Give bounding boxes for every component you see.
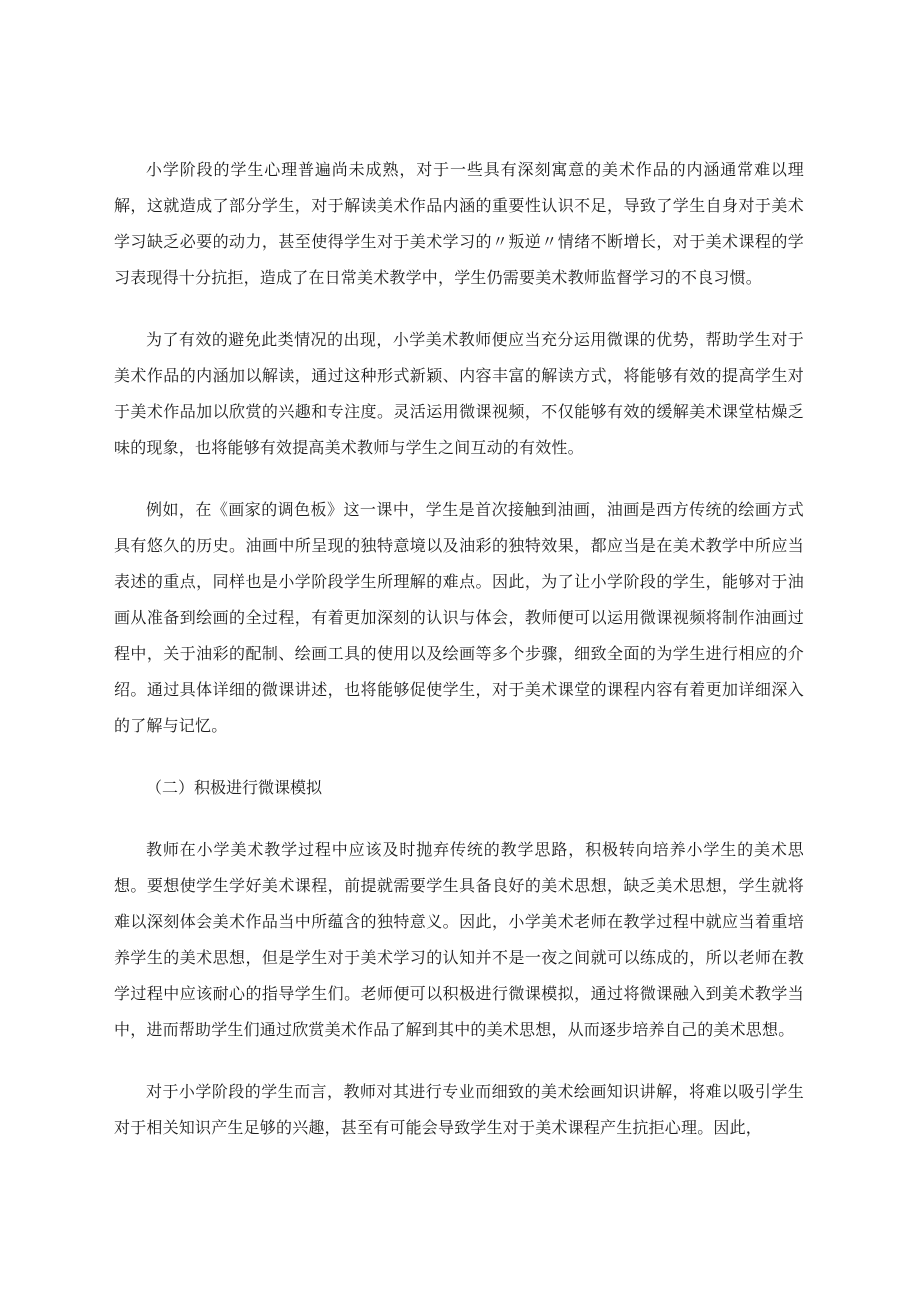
paragraph-2: 为了有效的避免此类情况的出现，小学美术教师便应当充分运用微课的优势，帮助学生对于美术作品的内涵加以解读，通过这种形式新颖、内容丰富的解读方式，将能够有效的提高学生对于美术作品加以欣赏的兴趣和专注度。灵活运用微课视频，不仅能够有效的缓解美术课堂枯燥乏味的现象，也将能够有效提高美术教师与学生之间互动的有效性。 bbox=[114, 330, 804, 457]
document-page bbox=[114, 152, 804, 1146]
paragraph-4: 教师在小学美术教学过程中应该及时抛弃传统的教学思路，积极转向培养小学生的美术思想。要想使学生学好美术课程，前提就需要学生具备良好的美术思想，缺乏美术思想，学生就将难以深刻体会美术作品当中所蕴含的独特意义。因此，小学美术老师在教学过程中就应当着重培养学生的美术思想，但是学生对于美术学习的认知并不是一夜之间就可以练成的，所以老师在教学过程中应该耐心的指导学生们。老师便可以积极进行微课模拟，通过将微课融入到美术教学当中，进而帮助学生们通过欣赏美术作品了解到其中的美术思想，从而逐步培养自己的美术思想。 bbox=[114, 840, 804, 1039]
paragraph-3: 例如，在《画家的调色板》这一课中，学生是首次接触到油画，油画是西方传统的绘画方式具有悠久的历史。油画中所呈现的独特意境以及油彩的独特效果，都应当是在美术教学中所应当表述的重点，同样也是小学阶段学生所理解的难点。因此，为了让小学阶段的学生，能够对于油画从准备到绘画的全过程，有着更加深刻的认识与体会，教师便可以运用微课视频将制作油画过程中，关于油彩的配制、绘画工具的使用以及绘画等多个步骤，细致全面的为学生进行相应的介绍。通过具体详细的微课讲述，也将能够促使学生，对于美术课堂的课程内容有着更加详细深入的了解与记忆。 bbox=[114, 500, 804, 735]
paragraph-5: 对于小学阶段的学生而言，教师对其进行专业而细致的美术绘画知识讲解，将难以吸引学生对于相关知识产生足够的兴趣，甚至有可能会导致学生对于美术课程产生抗拒心理。因此， bbox=[114, 1082, 804, 1137]
section-heading: （二）积极进行微课模拟 bbox=[146, 778, 323, 797]
paragraph-1: 小学阶段的学生心理普遍尚未成熟，对于一些具有深刻寓意的美术作品的内涵通常难以理解，这就造成了部分学生，对于解读美术作品内涵的重要性认识不足，导致了学生自身对于美术学习缺乏必要的动力，甚至使得学生对于美术学习的〃叛逆〃情绪不断增长，对于美术课程的学习表现得十分抗拒，造成了在日常美术教学中，学生仍需要美术教师监督学习的不良习惯。 bbox=[114, 160, 804, 287]
